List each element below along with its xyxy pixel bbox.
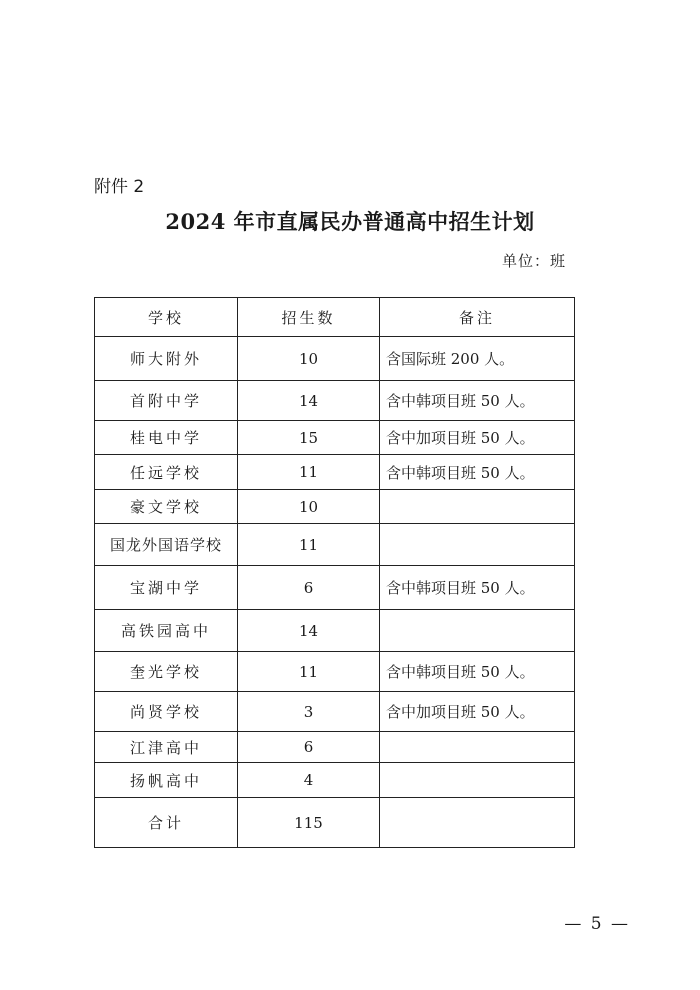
school-cell: 高铁园高中 — [95, 610, 238, 652]
count-cell: 11 — [238, 455, 380, 490]
count-cell: 3 — [238, 692, 380, 732]
note-cell — [380, 490, 575, 524]
table-row — [95, 566, 575, 610]
note-cell: 含中韩项目班 50 人。 — [380, 381, 575, 421]
count-cell: 10 — [238, 490, 380, 524]
count-cell: 14 — [238, 610, 380, 652]
total-count-cell: 115 — [238, 798, 380, 848]
note-cell — [380, 763, 575, 798]
note-cell: 含中韩项目班 50 人。 — [380, 566, 575, 610]
count-cell: 11 — [238, 652, 380, 692]
table-row — [95, 455, 575, 490]
school-cell: 师大附外 — [95, 337, 238, 381]
page-number: — 5 — — [564, 914, 630, 934]
table-row — [95, 337, 575, 381]
school-cell: 国龙外国语学校 — [95, 524, 238, 566]
total-label-cell: 合计 — [95, 798, 238, 848]
table-header-row — [95, 298, 575, 337]
header-school: 学校 — [95, 298, 238, 337]
table-row — [95, 524, 575, 566]
school-cell: 尚贤学校 — [95, 692, 238, 732]
table-row — [95, 763, 575, 798]
note-cell: 含中加项目班 50 人。 — [380, 421, 575, 455]
school-cell: 宝湖中学 — [95, 566, 238, 610]
note-cell: 含国际班 200 人。 — [380, 337, 575, 381]
count-cell: 4 — [238, 763, 380, 798]
note-cell: 含中韩项目班 50 人。 — [380, 652, 575, 692]
table-row — [95, 610, 575, 652]
note-cell — [380, 610, 575, 652]
count-cell: 6 — [238, 732, 380, 763]
note-cell: 含中韩项目班 50 人。 — [380, 455, 575, 490]
school-cell: 首附中学 — [95, 381, 238, 421]
unit-label: 单位：班 — [501, 252, 566, 270]
table-row — [95, 692, 575, 732]
school-cell: 奎光学校 — [95, 652, 238, 692]
school-cell: 任远学校 — [95, 455, 238, 490]
school-cell: 扬帆高中 — [95, 763, 238, 798]
table-row — [95, 652, 575, 692]
count-cell: 11 — [238, 524, 380, 566]
note-cell: 含中加项目班 50 人。 — [380, 692, 575, 732]
table-row — [95, 490, 575, 524]
note-cell — [380, 732, 575, 763]
school-cell: 江津高中 — [95, 732, 238, 763]
header-count: 招生数 — [238, 298, 380, 337]
school-cell: 桂电中学 — [95, 421, 238, 455]
table-row — [95, 381, 575, 421]
total-note-cell — [380, 798, 575, 848]
header-note: 备注 — [380, 298, 575, 337]
table-row — [95, 421, 575, 455]
school-cell: 豪文学校 — [95, 490, 238, 524]
enrollment-plan-table — [94, 297, 575, 848]
count-cell: 15 — [238, 421, 380, 455]
count-cell: 14 — [238, 381, 380, 421]
total-row — [95, 798, 575, 848]
note-cell — [380, 524, 575, 566]
table-row — [95, 732, 575, 763]
count-cell: 10 — [238, 337, 380, 381]
document-title: 2024 年市直属民办普通高中招生计划 — [165, 209, 535, 234]
count-cell: 6 — [238, 566, 380, 610]
attachment-label: 附件 2 — [94, 177, 145, 197]
